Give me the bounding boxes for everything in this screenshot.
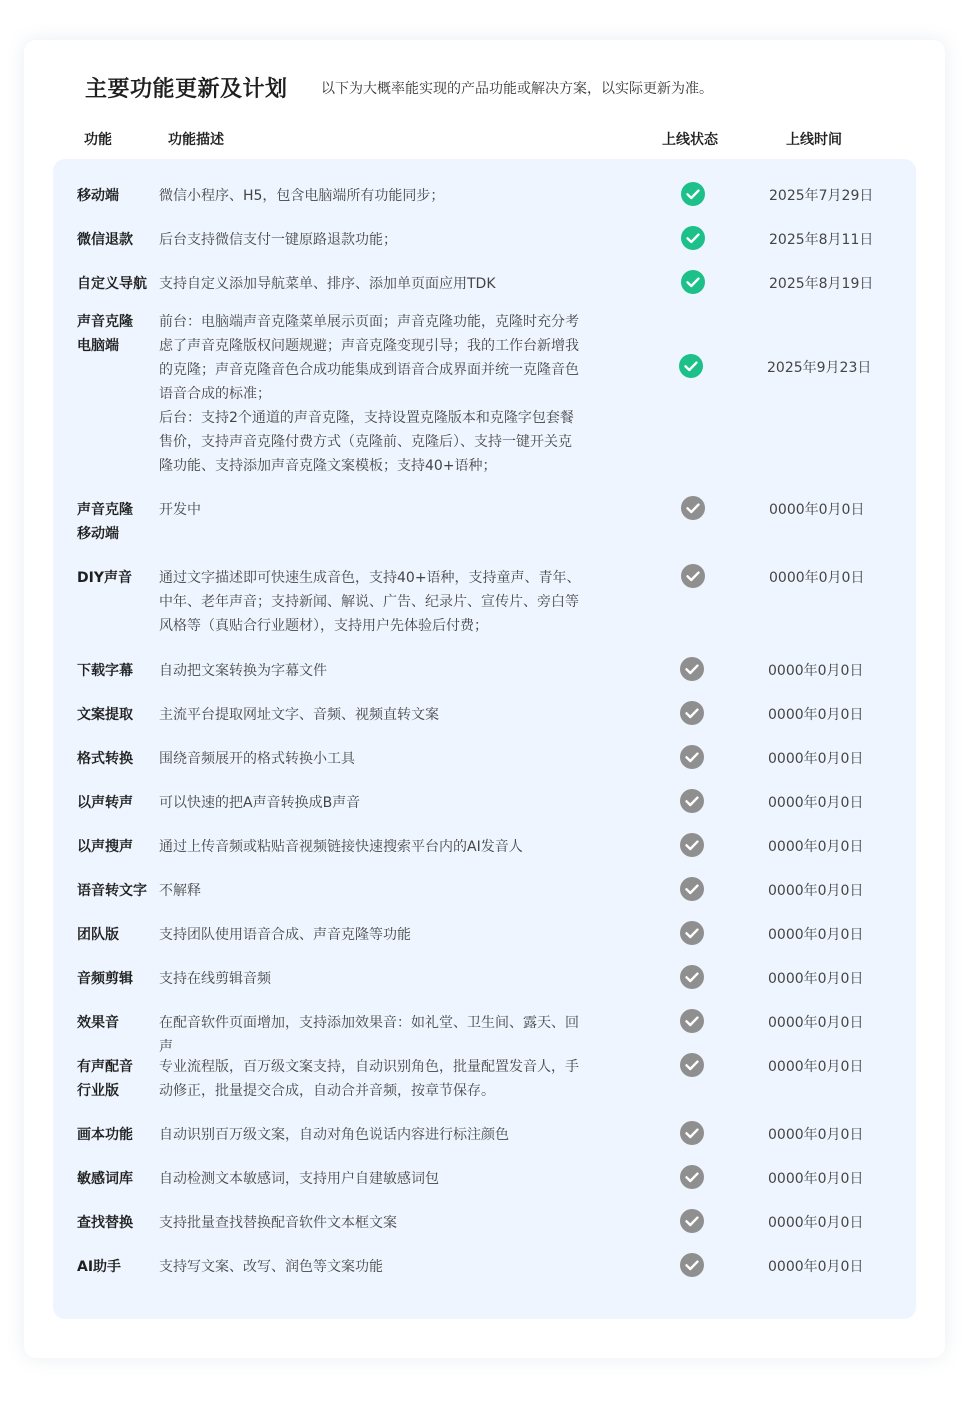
feature-description: 自动检测文本敏感词，支持用户自建敏感词包 — [159, 1171, 439, 1187]
feature-description: 后台支持微信支付一键原路退款功能； — [159, 232, 397, 248]
check-circle-green-icon — [681, 270, 705, 294]
status-indicator — [681, 496, 705, 520]
feature-name: 下载字幕 — [77, 663, 133, 679]
check-circle-gray-icon — [680, 1121, 704, 1145]
check-circle-green-icon — [679, 354, 703, 378]
check-circle-gray-icon — [681, 564, 705, 588]
feature-description: 通过文字描述即可快速生成音色，支持40+语种，支持童声、青年、 中年、老年声音；支持新闻、解说、广告、纪录片、宣传片、旁白等 风格等（真贴合行业题材），支持用户先体验后付费； — [159, 570, 581, 634]
check-circle-gray-icon — [680, 921, 704, 945]
status-indicator — [680, 1165, 704, 1189]
status-indicator — [681, 226, 705, 250]
status-indicator — [680, 921, 704, 945]
check-circle-gray-icon — [680, 1253, 704, 1277]
check-circle-gray-icon — [680, 701, 704, 725]
check-circle-gray-icon — [680, 833, 704, 857]
check-circle-gray-icon — [680, 1053, 704, 1077]
feature-name: 自定义导航 — [77, 276, 147, 292]
launch-time: 0000年0月0日 — [768, 1171, 864, 1187]
launch-time: 2025年8月11日 — [769, 232, 874, 248]
launch-time: 0000年0月0日 — [769, 502, 865, 518]
feature-name: 团队版 — [77, 927, 119, 943]
feature-name: 音频剪辑 — [77, 971, 133, 987]
status-indicator — [680, 877, 704, 901]
feature-description: 主流平台提取网址文字、音频、视频直转文案 — [159, 707, 439, 723]
status-indicator — [681, 270, 705, 294]
launch-time: 0000年0月0日 — [768, 1059, 864, 1075]
launch-time: 0000年0月0日 — [768, 707, 864, 723]
status-indicator — [680, 965, 704, 989]
launch-time: 0000年0月0日 — [768, 839, 864, 855]
launch-time: 2025年8月19日 — [769, 276, 874, 292]
launch-time: 0000年0月0日 — [768, 663, 864, 679]
check-circle-gray-icon — [680, 965, 704, 989]
feature-description: 支持自定义添加导航菜单、排序、添加单页面应用TDK — [159, 276, 496, 292]
launch-time: 2025年7月29日 — [769, 188, 874, 204]
feature-description: 自动识别百万级文案，自动对角色说话内容进行标注颜色 — [159, 1127, 509, 1143]
column-header-description: 功能描述 — [168, 132, 224, 148]
feature-description: 支持批量查找替换配音软件文本框文案 — [159, 1215, 397, 1231]
status-indicator — [680, 1253, 704, 1277]
page-subtitle: 以下为大概率能实现的产品功能或解决方案，以实际更新为准。 — [321, 81, 713, 97]
feature-description: 在配音软件页面增加，支持添加效果音：如礼堂、卫生间、露天、回 声 — [159, 1015, 579, 1055]
feature-description: 微信小程序、H5，包含电脑端所有功能同步； — [159, 188, 445, 204]
status-indicator — [679, 354, 703, 378]
check-circle-gray-icon — [681, 496, 705, 520]
status-indicator — [680, 1209, 704, 1233]
launch-time: 0000年0月0日 — [768, 1127, 864, 1143]
feature-name: 有声配音 行业版 — [77, 1059, 133, 1099]
launch-time: 0000年0月0日 — [768, 927, 864, 943]
feature-description: 专业流程版，百万级文案支持，自动识别角色，批量配置发音人，手 动修正，批量提交合成，自动合并音频，按章节保存。 — [159, 1059, 579, 1099]
feature-name: AI助手 — [77, 1259, 122, 1275]
feature-description: 开发中 — [159, 502, 201, 518]
feature-description: 可以快速的把A声音转换成B声音 — [159, 795, 361, 811]
status-indicator — [680, 833, 704, 857]
feature-name: 效果音 — [77, 1015, 119, 1031]
status-indicator — [680, 1009, 704, 1033]
status-indicator — [680, 789, 704, 813]
status-indicator — [680, 1121, 704, 1145]
status-indicator — [680, 701, 704, 725]
launch-time: 0000年0月0日 — [769, 570, 865, 586]
feature-name: 以声转声 — [77, 795, 133, 811]
check-circle-green-icon — [681, 182, 705, 206]
check-circle-green-icon — [681, 226, 705, 250]
status-indicator — [680, 745, 704, 769]
page-title: 主要功能更新及计划 — [85, 77, 288, 102]
feature-description: 围绕音频展开的格式转换小工具 — [159, 751, 355, 767]
check-circle-gray-icon — [680, 789, 704, 813]
status-indicator — [681, 182, 705, 206]
feature-description: 支持团队使用语音合成、声音克隆等功能 — [159, 927, 411, 943]
check-circle-gray-icon — [680, 1009, 704, 1033]
status-indicator — [681, 564, 705, 588]
feature-name: 微信退款 — [77, 232, 133, 248]
feature-name: 声音克隆 移动端 — [77, 502, 133, 542]
feature-description: 不解释 — [159, 883, 201, 899]
feature-name: 以声搜声 — [77, 839, 133, 855]
column-header-time: 上线时间 — [786, 132, 842, 148]
feature-name: 移动端 — [77, 188, 119, 204]
column-header-status: 上线状态 — [662, 132, 718, 148]
launch-time: 0000年0月0日 — [768, 1015, 864, 1031]
feature-name: 文案提取 — [77, 707, 133, 723]
feature-description: 支持写文案、改写、润色等文案功能 — [159, 1259, 383, 1275]
launch-time: 0000年0月0日 — [768, 795, 864, 811]
check-circle-gray-icon — [680, 877, 704, 901]
feature-description: 通过上传音频或粘贴音视频链接快速搜索平台内的AI发音人 — [159, 839, 523, 855]
feature-description: 前台：电脑端声音克隆菜单展示页面；声音克隆功能，克隆时充分考 虑了声音克隆版权问题规避；声音克隆变现引导；我的工作台新增我 的克隆；声音克隆音色合成功能集成到语音合成界面并统一克隆音色 语音合成的标准； 后台：支持2个通道的声音克隆，支持设置克隆版本和克隆字包套餐 售价，支持声音克隆付费方式（克隆前、克隆后）、支持一键开关克 隆功能、支持添加声音克隆文案模板；支持40+语种； — [159, 314, 579, 474]
feature-name: 语音转文字 — [77, 883, 147, 899]
launch-time: 0000年0月0日 — [768, 751, 864, 767]
feature-description: 自动把文案转换为字幕文件 — [159, 663, 327, 679]
check-circle-gray-icon — [680, 1165, 704, 1189]
check-circle-gray-icon — [680, 745, 704, 769]
launch-time: 0000年0月0日 — [768, 1259, 864, 1275]
feature-name: 查找替换 — [77, 1215, 133, 1231]
launch-time: 0000年0月0日 — [768, 1215, 864, 1231]
feature-name: DIY声音 — [77, 570, 132, 586]
feature-name: 画本功能 — [77, 1127, 133, 1143]
feature-name: 格式转换 — [77, 751, 133, 767]
status-indicator — [680, 1053, 704, 1077]
check-circle-gray-icon — [680, 1209, 704, 1233]
launch-time: 2025年9月23日 — [767, 360, 872, 376]
check-circle-gray-icon — [680, 657, 704, 681]
feature-description: 支持在线剪辑音频 — [159, 971, 271, 987]
column-header-feature: 功能 — [84, 132, 112, 148]
launch-time: 0000年0月0日 — [768, 971, 864, 987]
feature-name: 声音克隆 电脑端 — [77, 314, 133, 354]
launch-time: 0000年0月0日 — [768, 883, 864, 899]
status-indicator — [680, 657, 704, 681]
feature-name: 敏感词库 — [77, 1171, 133, 1187]
